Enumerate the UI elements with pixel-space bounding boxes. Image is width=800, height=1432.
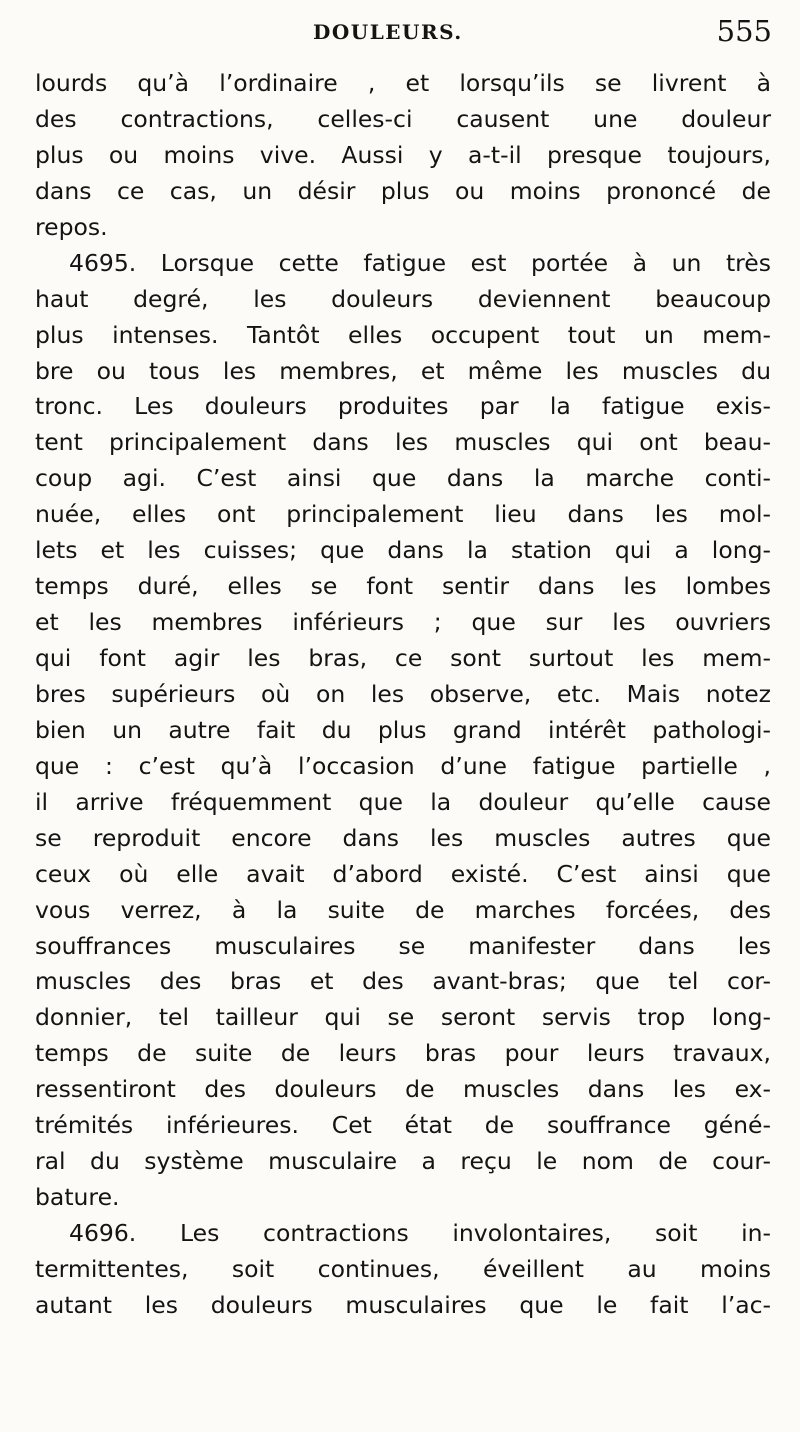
text-line: plus ou moins vive. Aussi y a-t-il presque toujours, bbox=[35, 140, 771, 169]
text-line: trémités inférieures. Cet état de souffrance géné- bbox=[35, 1111, 771, 1140]
text-line: temps duré, elles se font sentir dans les lombes bbox=[35, 572, 771, 601]
text-line: bien un autre fait du plus grand intérêt pathologi- bbox=[35, 715, 771, 744]
text-line: bature. bbox=[35, 1183, 120, 1212]
text-line: vous verrez, à la suite de marches forcées, des bbox=[35, 895, 771, 924]
text-line: que : c’est qu’à l’occasion d’une fatigue partielle , bbox=[35, 751, 771, 780]
paragraph-4695-start: 4695. Lorsque cette fatigue est portée à un très bbox=[69, 248, 771, 277]
text-line: termittentes, soit continues, éveillent au moins bbox=[35, 1254, 771, 1283]
text-line: temps de suite de leurs bras pour leurs travaux, bbox=[35, 1039, 771, 1068]
text-line: muscles des bras et des avant-bras; que tel cor- bbox=[35, 967, 771, 996]
text-line: se reproduit encore dans les muscles autres que bbox=[35, 823, 771, 852]
text-line: ressentiront des douleurs de muscles dans les ex- bbox=[35, 1075, 771, 1104]
text-line: dans ce cas, un désir plus ou moins prononcé de bbox=[35, 176, 771, 205]
text-line: qui font agir les bras, ce sont surtout les mem- bbox=[35, 644, 771, 672]
text-line: souffrances musculaires se manifester dans les bbox=[35, 931, 771, 960]
text-line: autant les douleurs musculaires que le fait l’ac- bbox=[35, 1290, 771, 1319]
body-text bbox=[35, 66, 771, 1324]
text-line: donnier, tel tailleur qui se seront servis trop long- bbox=[35, 1003, 771, 1032]
text-line: et les membres inférieurs ; que sur les ouvriers bbox=[35, 608, 771, 637]
text-line: tronc. Les douleurs produites par la fatigue exis- bbox=[35, 392, 771, 421]
text-line: bres supérieurs où on les observe, etc. Mais notez bbox=[35, 679, 771, 708]
text-line: haut degré, les douleurs deviennent beaucoup bbox=[35, 284, 771, 313]
text-line: repos. bbox=[35, 212, 108, 241]
text-line: lets et les cuisses; que dans la station qui a long- bbox=[35, 536, 771, 565]
text-line: nuée, elles ont principalement lieu dans les mol- bbox=[35, 500, 771, 529]
running-title: DOULEURS. bbox=[313, 20, 463, 44]
paragraph-4696-start: 4696. Les contractions involontaires, soit in- bbox=[69, 1219, 771, 1247]
page-number: 555 bbox=[716, 14, 772, 48]
text-line: des contractions, celles-ci causent une douleur bbox=[35, 104, 771, 133]
text-line: lourds qu’à l’ordinaire , et lorsqu’ils se livrent à bbox=[35, 69, 771, 97]
text-line: il arrive fréquemment que la douleur qu’elle cause bbox=[35, 787, 771, 816]
text-line: plus intenses. Tantôt elles occupent tout un mem- bbox=[35, 320, 771, 349]
text-line: tent principalement dans les muscles qui ont beau- bbox=[35, 428, 771, 457]
text-line: ral du système musculaire a reçu le nom de cour- bbox=[35, 1147, 771, 1176]
text-line: ceux où elle avait d’abord existé. C’est ainsi que bbox=[35, 859, 771, 888]
text-line: coup agi. C’est ainsi que dans la marche conti- bbox=[35, 464, 771, 493]
running-head bbox=[0, 14, 800, 50]
text-line: bre ou tous les membres, et même les muscles du bbox=[35, 356, 771, 385]
